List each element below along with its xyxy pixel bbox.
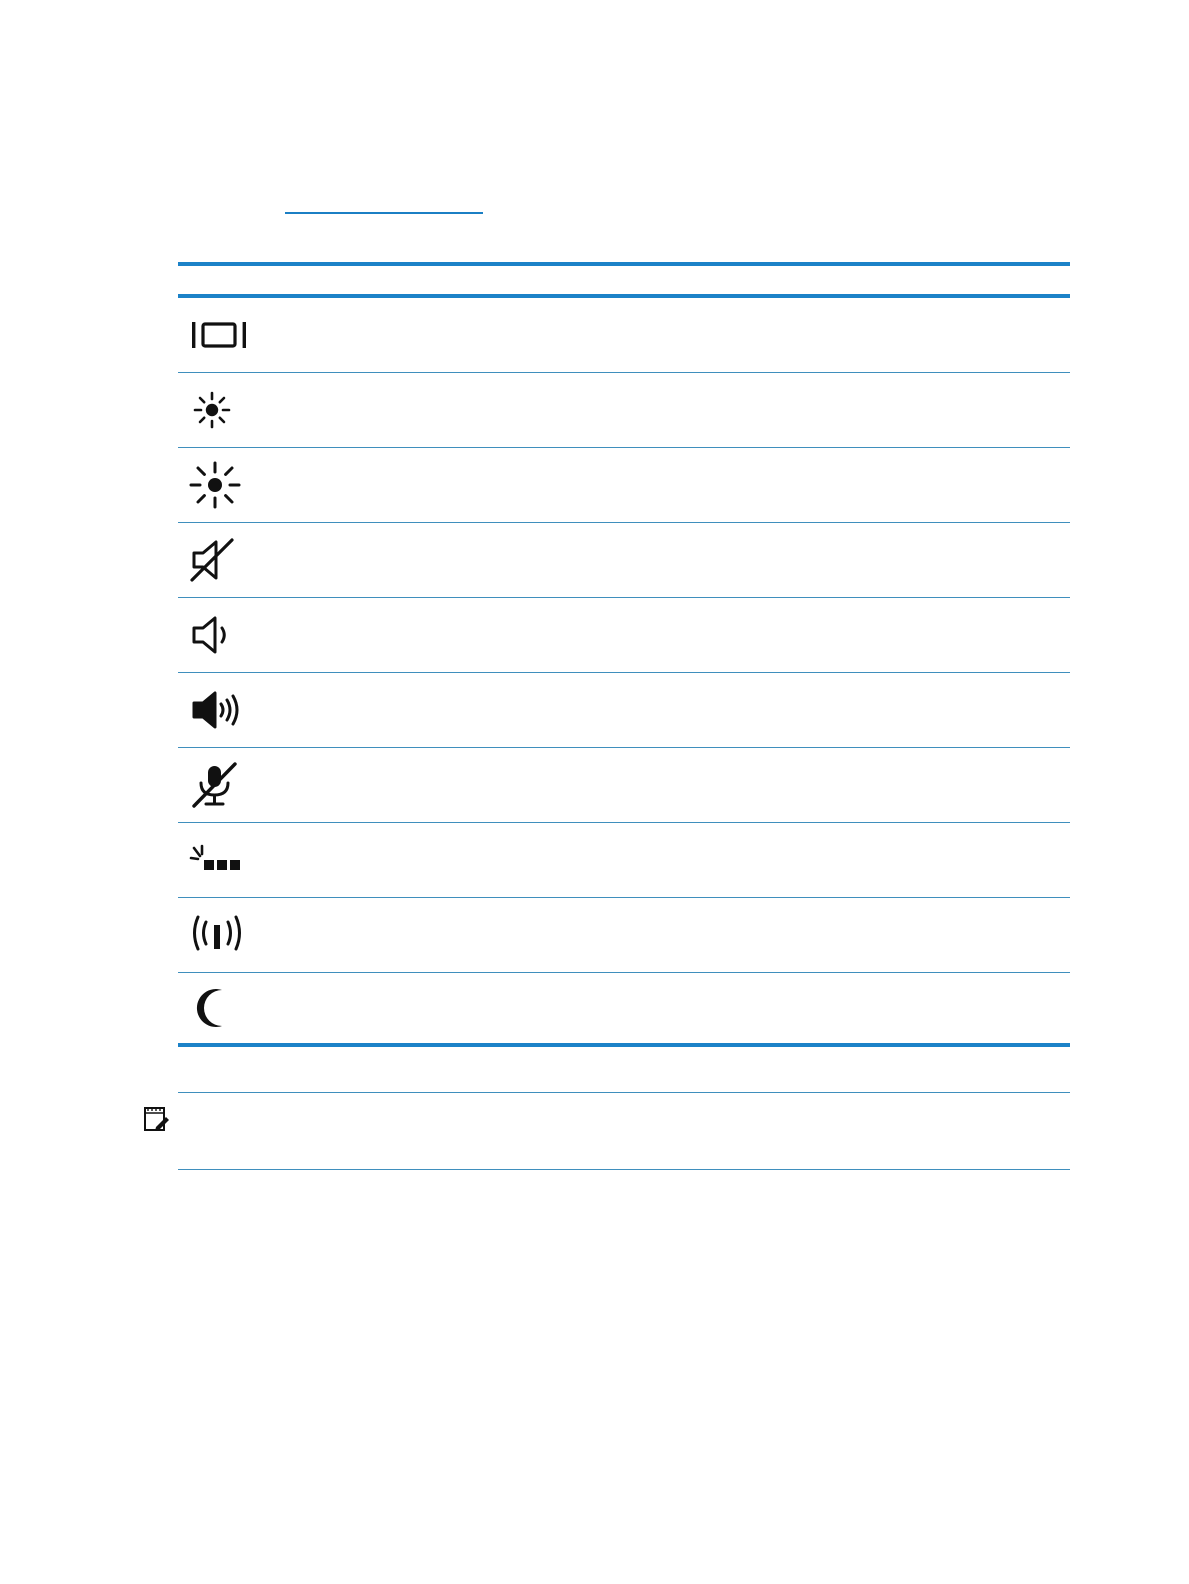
table-row xyxy=(178,598,1070,672)
table-row xyxy=(178,673,1070,747)
microphone-mute-icon xyxy=(178,761,288,809)
table-row xyxy=(178,448,1070,522)
volume-up-icon xyxy=(178,688,288,732)
brightness-down-icon xyxy=(178,388,288,432)
section-link[interactable] xyxy=(285,190,483,214)
brightness-up-icon xyxy=(178,460,288,510)
table-row xyxy=(178,523,1070,597)
table-bottom-rule xyxy=(178,1043,1070,1047)
table-row xyxy=(178,748,1070,822)
hotkey-table xyxy=(178,262,1070,1047)
note-callout xyxy=(178,1092,1070,1170)
table-header-row xyxy=(178,266,1070,294)
wireless-icon xyxy=(178,912,288,958)
table-row xyxy=(178,298,1070,372)
table-row xyxy=(178,373,1070,447)
sleep-moon-icon xyxy=(178,985,288,1031)
note-bottom-rule xyxy=(178,1169,1070,1170)
display-switch-icon xyxy=(178,317,288,353)
keyboard-backlight-icon xyxy=(178,842,288,878)
volume-down-icon xyxy=(178,613,288,657)
note-pad-icon xyxy=(143,1105,171,1133)
table-row xyxy=(178,898,1070,972)
mute-speaker-icon xyxy=(178,537,288,583)
table-row xyxy=(178,973,1070,1043)
table-row xyxy=(178,823,1070,897)
